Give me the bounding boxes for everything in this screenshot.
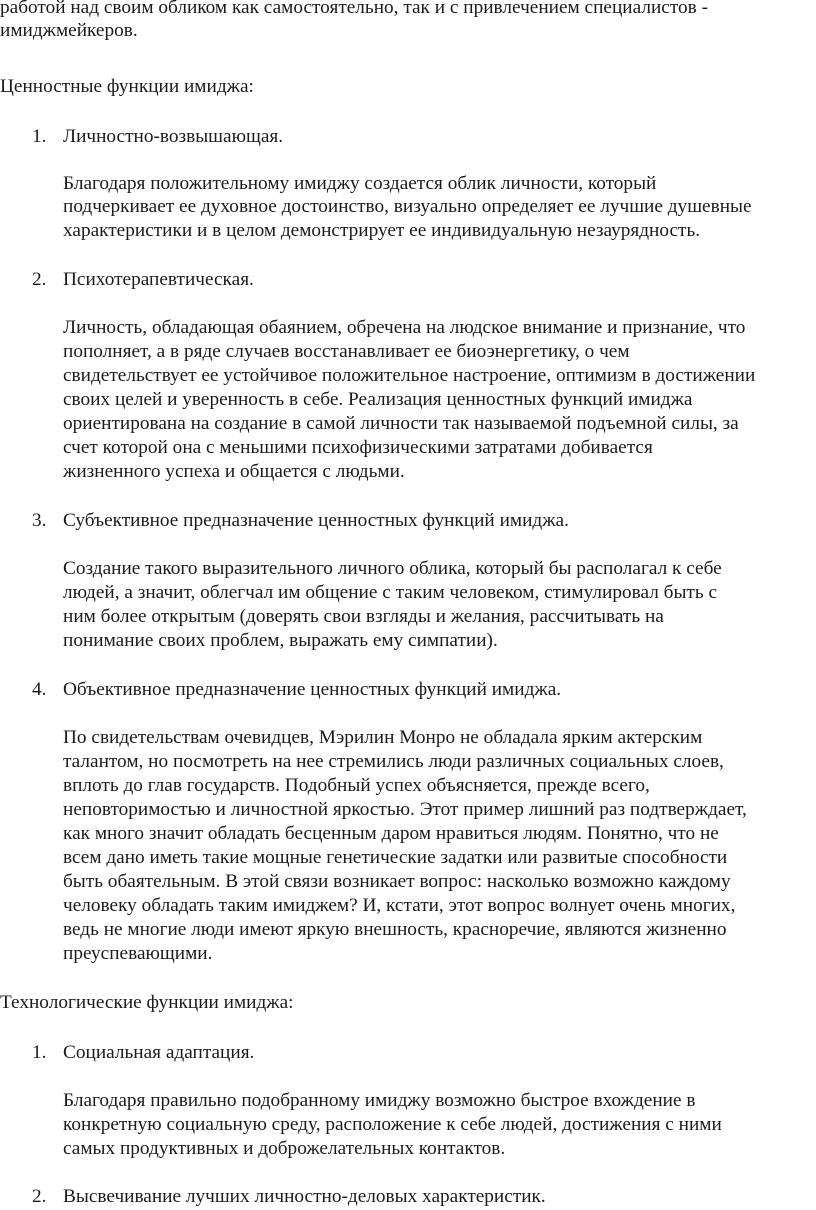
paragraph-line: Благодаря положительному имиджу создается облик личности, который xyxy=(63,173,657,194)
list-item-title: Высвечивание лучших личностно-деловых характеристик. xyxy=(63,1186,546,1207)
list-number: 4. xyxy=(32,679,47,700)
paragraph-line: талантом, но посмотреть на нее стремились люди различных социальных слоев, xyxy=(63,751,724,772)
paragraph-line: жизненного успеха и общается с людьми. xyxy=(63,461,405,482)
paragraph-line: понимание своих проблем, выражать ему симпатии). xyxy=(63,630,498,651)
paragraph-line: конкретную социальную среду, расположение к себе людей, достижения с ними xyxy=(63,1114,722,1135)
paragraph-line: самых продуктивных и доброжелательных контактов. xyxy=(63,1138,506,1159)
paragraph-line: Создание такого выразительного личного облика, который бы располагал к себе xyxy=(63,558,722,579)
list-item-title: Личностно-возвышающая. xyxy=(63,126,284,147)
paragraph-line: как много значит обладать бесценным даром нравиться людям. Понятно, что не xyxy=(63,823,719,844)
list-number: 1. xyxy=(32,126,47,147)
intro-line-1: работой над своим обликом как самостоятельно, так и с привлечением специалистов - xyxy=(0,0,709,18)
paragraph-line: неповторимостью и личностной яркостью. Этот пример лишний раз подтверждает, xyxy=(63,799,747,820)
paragraph-line: пополняет, а в ряде случаев восстанавливает ее биоэнергетику, о чем xyxy=(63,341,630,362)
list-number: 2. xyxy=(32,1186,47,1207)
paragraph-line: Благодаря правильно подобранному имиджу возможно быстрое вхождение в xyxy=(63,1090,696,1111)
paragraph-line: По свидетельствам очевидцев, Мэрилин Монро не обладала ярким актерским xyxy=(63,727,703,748)
list-item-title: Социальная адаптация. xyxy=(63,1042,255,1063)
paragraph-line: характеристики и в целом демонстрирует ее индивидуальную незаурядность. xyxy=(63,220,701,241)
paragraph-line: счет которой она с меньшими психофизическими затратами добивается xyxy=(63,437,653,458)
paragraph-line: ним более открытым (доверять свои взгляды и желания, рассчитывать на xyxy=(63,606,664,627)
list-item-title: Субъективное предназначение ценностных функций имиджа. xyxy=(63,510,569,531)
paragraph-line: свидетельствует ее устойчивое положительное настроение, оптимизм в достижении xyxy=(63,365,756,386)
list-item-title: Психотерапевтическая. xyxy=(63,269,254,290)
paragraph-line: ведь не многие люди имеют яркую внешность, красноречие, являются жизненно xyxy=(63,919,727,940)
list-number: 2. xyxy=(32,269,47,290)
list-item-title: Объективное предназначение ценностных функций имиджа. xyxy=(63,679,562,700)
paragraph-line: людей, а значит, облегчал им общение с таким человеком, стимулировал быть с xyxy=(63,582,718,603)
paragraph-line: Личность, обладающая обаянием, обречена на людское внимание и признание, что xyxy=(63,317,746,338)
paragraph-line: человеку обладать таким имиджем? И, кстати, этот вопрос волнует очень многих, xyxy=(63,895,736,916)
paragraph-line: ориентирована на создание в самой личности так называемой подъемной силы, за xyxy=(63,413,739,434)
paragraph-line: быть обаятельным. В этой связи возникает вопрос: насколько возможно каждому xyxy=(63,871,731,892)
tech-functions-heading: Технологические функции имиджа: xyxy=(0,992,294,1013)
list-number: 3. xyxy=(32,510,47,531)
paragraph-line: преуспевающими. xyxy=(63,943,213,964)
intro-line-2: имиджмейкеров. xyxy=(0,20,138,41)
value-functions-heading: Ценностные функции имиджа: xyxy=(0,76,254,97)
list-number: 1. xyxy=(32,1042,47,1063)
paragraph-line: вплоть до глав государств. Подобный успех объясняется, прежде всего, xyxy=(63,775,650,796)
paragraph-line: всем дано иметь такие мощные генетические задатки или развитые способности xyxy=(63,847,728,868)
paragraph-line: подчеркивает ее духовное достоинство, визуально определяет ее лучшие душевные xyxy=(63,196,752,217)
paragraph-line: своих целей и уверенность в себе. Реализация ценностных функций имиджа xyxy=(63,389,693,410)
